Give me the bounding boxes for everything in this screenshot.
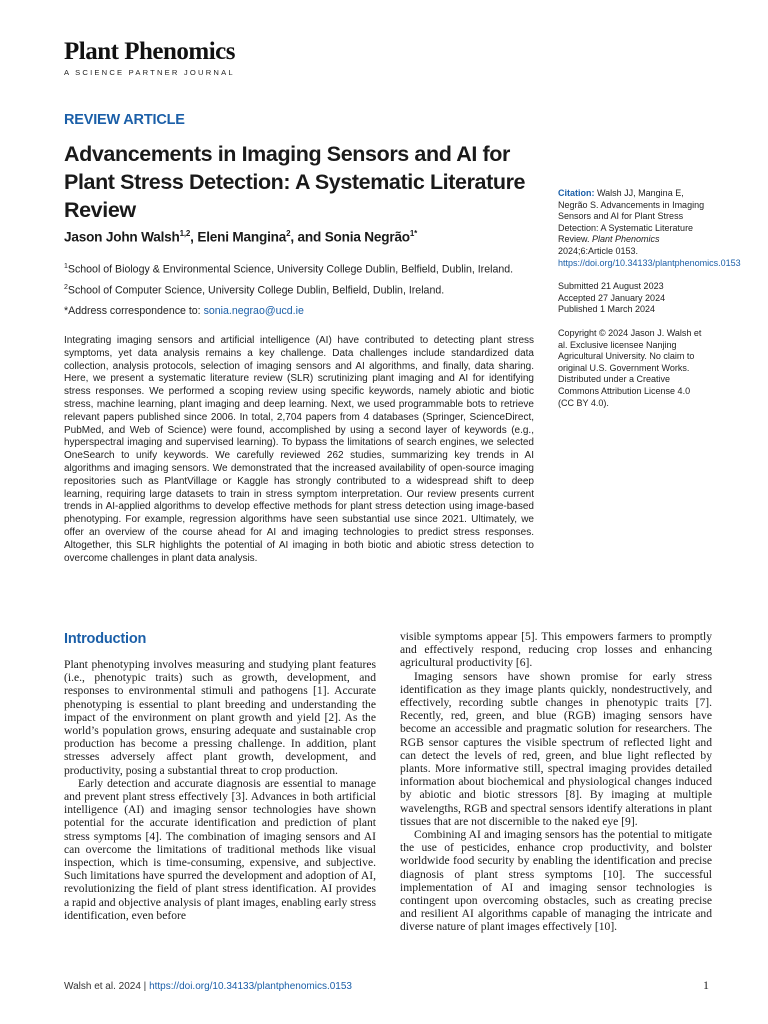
dates-block — [558, 281, 708, 316]
footer-doi-link[interactable]: https://doi.org/10.34133/plantphenomics.0153 — [149, 981, 352, 992]
author-separator: , and — [290, 229, 325, 245]
citation-tail: 2024;6:Article 0153. — [558, 245, 639, 256]
journal-name: Plant Phenomics — [64, 38, 235, 65]
body-column-right — [400, 630, 712, 934]
journal-subtitle: A SCIENCE PARTNER JOURNAL — [64, 68, 235, 77]
citation-text: Walsh JJ, Mangina E, Negrão S. Advancements in Imaging Sensors and AI for Plant Stress Detection: A Systematic Literature Review. — [558, 188, 705, 245]
article-title: Advancements in Imaging Sensors and AI for Plant Stress Detection: A Systematic Literature Review — [64, 142, 526, 222]
correspondence-email-link[interactable]: sonia.negrao@ucd.ie — [203, 305, 304, 317]
affiliations — [64, 258, 542, 299]
affiliation-sup: 1 — [64, 263, 68, 270]
article-type: REVIEW ARTICLE — [64, 112, 185, 128]
author-name: Eleni Mangina — [197, 229, 287, 245]
footer-citation: Walsh et al. 2024 | — [64, 981, 150, 992]
body-paragraph: Imaging sensors have shown promise for early stress identification as they image plants quickly, nondestructively, and effectively, recording subtle changes in phenotypic traits [7]. Recently, red, green, and blue (RGB) imaging sensors have become an accessible and pragmatic solution for researchers. The RGB sensor captures the visible spectrum of reflected light and can detect the levels of red, green, and blue light reflected by plants. More informative still, spectral imaging provides detailed information about biochemical and physiological changes induced by abiotic and biotic stressors [8]. By imaging at multiple wavelengths, RGB and spectral sensors identify alterations in plant tissues that are not discernible to the naked eye [9]. — [400, 669, 712, 828]
citation-journal: Plant Phenomics — [592, 234, 660, 245]
copyright-block: Copyright © 2024 Jason J. Walsh et al. Exclusive licensee Nanjing Agricultural University. No claim to original U.S. Government Works. Distributed under a Creative Commons Attribution License 4.0 (CC BY 4.0). — [558, 327, 702, 408]
correspondence-label: *Address correspondence to: — [64, 305, 204, 317]
journal-masthead — [64, 38, 235, 77]
author-affiliation-sup: 1,2 — [179, 229, 191, 238]
citation-doi-link[interactable]: https://doi.org/10.34133/plantphenomics.0153 — [558, 257, 741, 268]
author-name: Jason John Walsh — [64, 229, 180, 245]
article-info-sidebar — [558, 188, 741, 421]
body-paragraph: visible symptoms appear [5]. This empowers farmers to promptly and effectively respond, reducing crop losses and enhancing agricultural productivity [6]. — [400, 630, 712, 670]
affiliation-sup: 2 — [64, 283, 68, 291]
body-paragraph: Plant phenotyping involves measuring and studying plant features (i.e., phenotypic traits) such as growth, development, and responses to environmental stimuli and pathogens [1]. Accurate phenotyping is essential to plant breeding and understanding the impact of the environment on plant growth and yield [2]. As the world’s population grows, ensuring adequate and sustainable crop production has become a pressing challenge. In addition, plant stresses adversely affect plant growth, development, and productivity, posing a substantial threat to crop production. — [64, 658, 376, 777]
abstract: Integrating imaging sensors and artificial intelligence (AI) have contributed to detecting plant stress symptoms, yet data analysis remains a key challenge. Data challenges include standardized data collection, analysis protocols, selection of imaging sensors and AI algorithms, and finally, data sharing. Here, we present a systematic literature review (SLR) scrutinizing plant imaging and AI for identifying stress responses. We performed a scoping review using specific keywords, namely abiotic and biotic stress, machine learning, plant imaging and deep learning. Next, we used programmable bots to retrieve relevant papers published since 2006. In total, 2,704 papers from 4 databases (Springer, ScienceDirect, PubMed, and Web of Science) were found, accomplished by using a second layer of keywords (e.g., hyperspectral imaging and supervised learning). To bypass the limitations of search engines, we selected OneSearch to unify keywords. We carefully reviewed 262 studies, summarizing key trends in AI algorithms and imaging sensors. We demonstrated that the increased availability of open-source imaging repositories such as PlantVillage or Kaggle has strongly contributed to a widespread shift to deep learning, requiring large datasets to train in stress symptom interpretation. Our review presents current trends in AI-applied algorithms to develop effective methods for plant stress detection using image-based phenotyping. For example, regression algorithms have seen substantial use since 2021. Ultimately, we offer an overview of the course ahead for AI and imaging technologies to predict stress responses. Altogether, this SLR highlights the potential of AI imaging in both biotic and abiotic stress detection to overcome challenges in plant data analysis. — [64, 335, 534, 564]
body-paragraph: Combining AI and imaging sensors has the potential to mitigate the use of pesticides, enhance crop productivity, and bolster worldwide food security by enabling the identification and precise diagnosis of plant stress symptoms [10]. The successful implementation of AI and imaging sensor technologies is contingent upon overcoming obstacles, such as creating precise and resilient AI algorithms capable of managing the intricate and diverse nature of plant images effectively [10]. — [400, 828, 712, 934]
author-name: Sonia Negrão — [324, 229, 410, 245]
author-affiliation-sup: 2 — [286, 229, 291, 238]
body-paragraph: Early detection and accurate diagnosis are essential to manage and prevent plant stress effectively [3]. Advances in both artificial intelligence (AI) and imaging sensor technologies have shown potential for the accurate identification and prediction of plant stress symptoms [4]. The combination of imaging sensors and AI can overcome the limitations of traditional methods like visual inspection, which is time-consuming, expensive, and subjective. Such limitations have spurred the development and adoption of AI, revolutionizing the field of plant stress identification. AI provides a rapid and objective analysis of plant images, enabling early stress identification, even before — [64, 776, 376, 922]
author-list — [64, 229, 417, 245]
correspondence — [64, 305, 304, 317]
introduction-heading: Introduction — [64, 631, 147, 647]
citation-label: Citation: — [558, 188, 595, 198]
affiliation-text: School of Computer Science, University College Dublin, Belfield, Dublin, Ireland. — [67, 284, 445, 297]
author-affiliation-sup: 1* — [409, 229, 418, 238]
author-separator: , — [190, 229, 198, 245]
submitted-date: Submitted 21 August 2023 — [558, 281, 664, 292]
published-date: Published 1 March 2024 — [558, 304, 656, 315]
affiliation-text: School of Biology & Environmental Science, University College Dublin, Belfield, Dublin, Ireland. — [67, 263, 514, 276]
citation-block — [558, 188, 741, 269]
body-column-left — [64, 658, 376, 922]
page-footer — [64, 981, 352, 992]
page-number: 1 — [703, 978, 709, 992]
accepted-date: Accepted 27 January 2024 — [558, 292, 666, 303]
